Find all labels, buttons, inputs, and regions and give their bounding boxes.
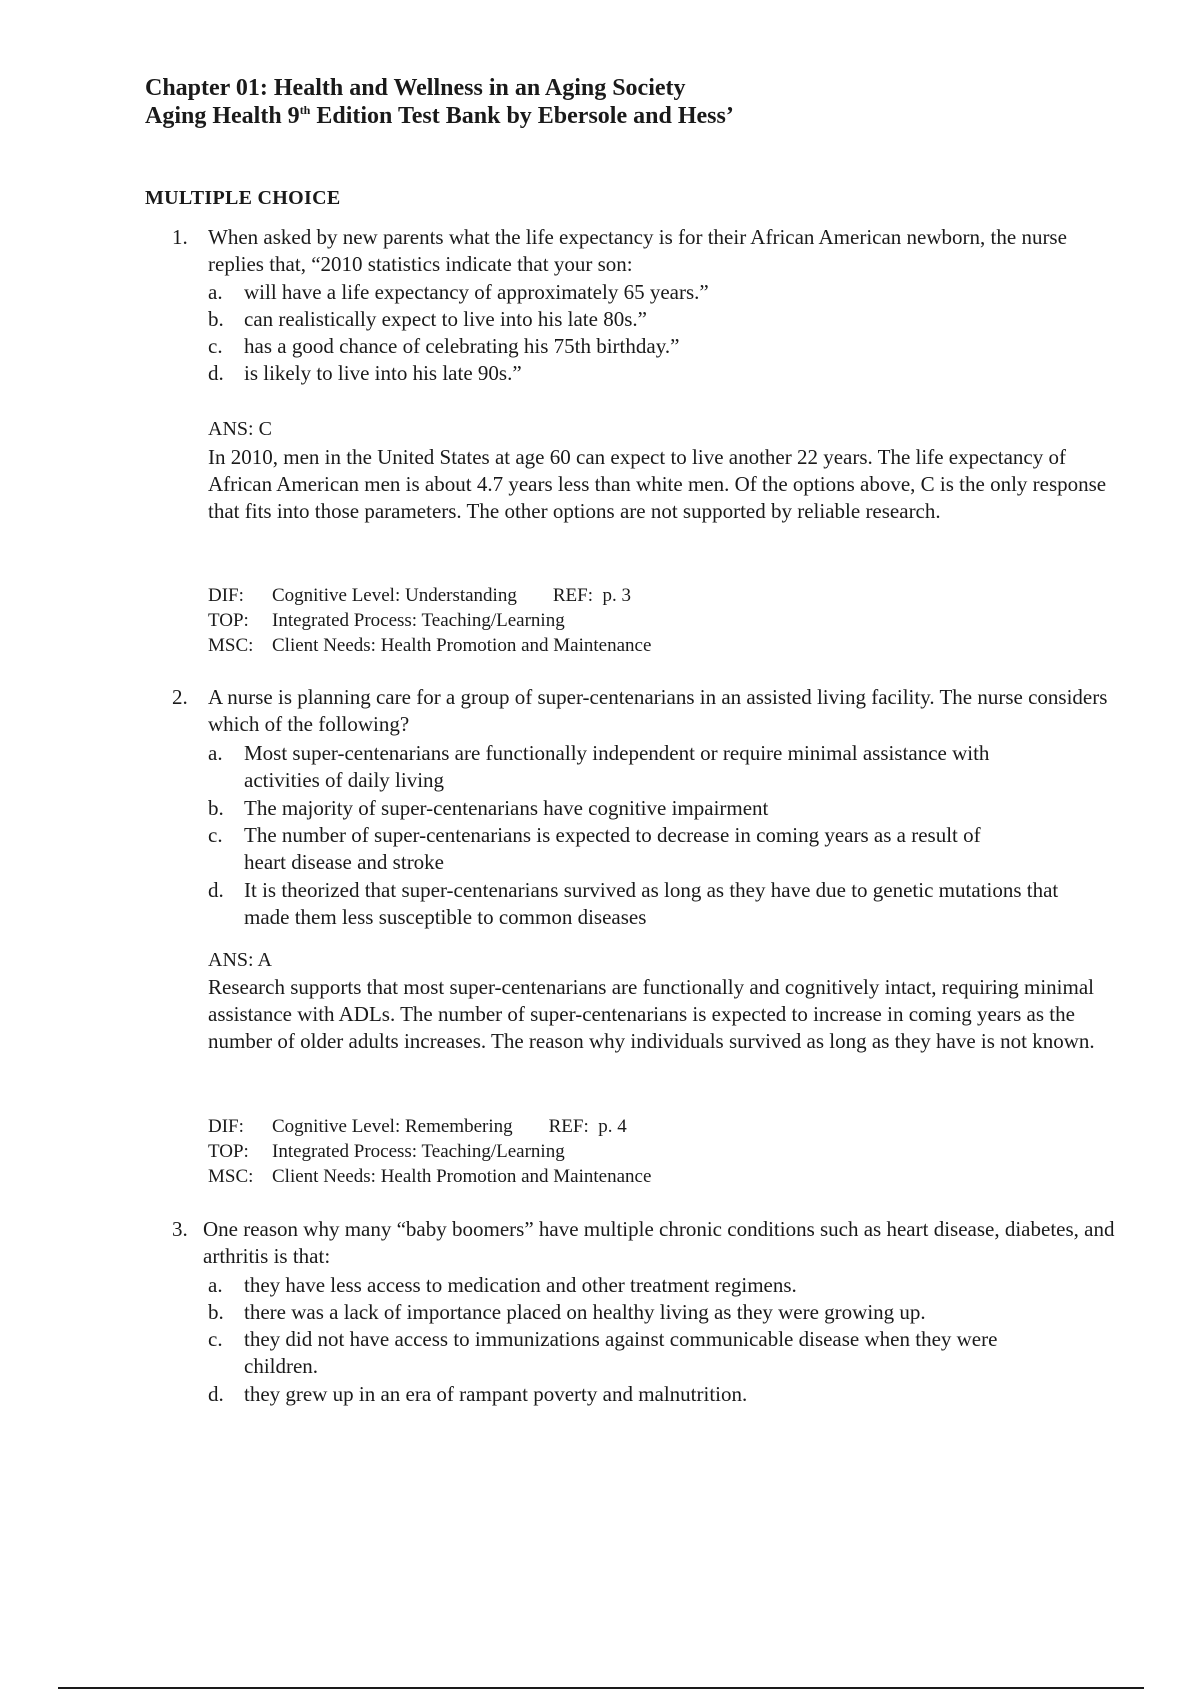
option-letter: c.: [208, 1327, 223, 1351]
option-letter: c.: [208, 334, 223, 358]
book-title: [145, 102, 734, 130]
option-letter: a.: [208, 1273, 223, 1297]
msc-value: Client Needs: Health Promotion and Maintenance: [272, 635, 652, 656]
option-letter: a.: [208, 280, 223, 304]
option-text: has a good chance of celebrating his 75th birthday.”: [244, 334, 680, 358]
option-letter: b.: [208, 796, 224, 820]
question-number: 2.: [172, 685, 188, 709]
question-stem: One reason why many “baby boomers” have multiple chronic conditions such as heart disease, diabetes, and arthritis is that:: [203, 1217, 1115, 1268]
question-number: 3.: [172, 1217, 188, 1241]
msc-label: MSC:: [208, 635, 254, 656]
option-letter: d.: [208, 1382, 224, 1406]
option-text: there was a lack of importance placed on healthy living as they were growing up.: [244, 1300, 926, 1324]
book-title-prefix: Aging Health 9: [145, 103, 300, 129]
top-label: TOP:: [208, 610, 249, 631]
answer-key: ANS: C: [208, 418, 272, 440]
option-text: they did not have access to immunizations against communicable disease when they were children.: [244, 1327, 998, 1378]
meta-top: [208, 1139, 565, 1164]
option-text: Most super-centenarians are functionally independent or require minimal assistance with activities of daily living: [244, 741, 990, 792]
book-title-superscript: th: [299, 103, 311, 117]
option-text: will have a life expectancy of approximately 65 years.”: [244, 280, 709, 304]
ref-value: p. 4: [598, 1116, 627, 1137]
answer-rationale: In 2010, men in the United States at age 60 can expect to live another 22 years. The life expectancy of African American men is about 4.7 years less than white men. Of the options above, C is the only response that fits into those parameters. The other options are not supported by reliable research.: [208, 445, 1107, 523]
option-letter: c.: [208, 823, 223, 847]
footer-rule: [58, 1687, 1144, 1689]
option-text: The number of super-centenarians is expected to decrease in coming years as a result of heart disease and stroke: [244, 823, 981, 874]
option-letter: d.: [208, 878, 224, 902]
question-stem: When asked by new parents what the life expectancy is for their African American newborn, the nurse replies that, “2010 statistics indicate that your son:: [208, 225, 1067, 276]
option-text: they have less access to medication and other treatment regimens.: [244, 1273, 797, 1297]
option-text: is likely to live into his late 90s.”: [244, 361, 522, 385]
answer-rationale: Research supports that most super-centenarians are functionally and cognitively intact, requiring minimal assistance with ADLs. The number of super-centenarians is expected to increase in coming years as the number of older adults increases. The reason why individuals survived as long as they have is not known.: [208, 975, 1095, 1053]
top-label: TOP:: [208, 1141, 249, 1162]
dif-label: DIF:: [208, 585, 244, 606]
dif-value: Cognitive Level: Remembering: [272, 1116, 513, 1137]
meta-dif-ref: [208, 583, 631, 608]
document-title: [145, 74, 734, 130]
meta-top: [208, 608, 565, 633]
question-number: 1.: [172, 225, 188, 249]
option-text: It is theorized that super-centenarians survived as long as they have due to genetic mutations that made them less susceptible to common diseases: [244, 878, 1059, 929]
book-title-suffix: Edition Test Bank by Ebersole and Hess’: [310, 103, 734, 129]
option-text: they grew up in an era of rampant poverty and malnutrition.: [244, 1382, 748, 1406]
ref-label: REF:: [548, 1116, 589, 1137]
msc-value: Client Needs: Health Promotion and Maintenance: [272, 1166, 652, 1187]
msc-label: MSC:: [208, 1166, 254, 1187]
answer-key: ANS: A: [208, 949, 272, 971]
option-letter: a.: [208, 741, 223, 765]
meta-msc: [208, 633, 651, 658]
option-letter: d.: [208, 361, 224, 385]
dif-label: DIF:: [208, 1116, 244, 1137]
question-stem: A nurse is planning care for a group of super-centenarians in an assisted living facility. The nurse considers which of the following?: [208, 685, 1108, 736]
meta-dif-ref: [208, 1114, 627, 1139]
section-heading: MULTIPLE CHOICE: [145, 187, 341, 209]
ref-value: p. 3: [602, 585, 631, 606]
option-letter: b.: [208, 1300, 224, 1324]
chapter-title: Chapter 01: Health and Wellness in an Aging Society: [145, 75, 686, 101]
dif-value: Cognitive Level: Understanding: [272, 585, 517, 606]
top-value: Integrated Process: Teaching/Learning: [272, 610, 565, 631]
option-letter: b.: [208, 307, 224, 331]
top-value: Integrated Process: Teaching/Learning: [272, 1141, 565, 1162]
option-text: can realistically expect to live into his late 80s.”: [244, 307, 647, 331]
option-text: The majority of super-centenarians have cognitive impairment: [244, 796, 769, 820]
ref-label: REF:: [552, 585, 593, 606]
meta-msc: [208, 1164, 651, 1189]
